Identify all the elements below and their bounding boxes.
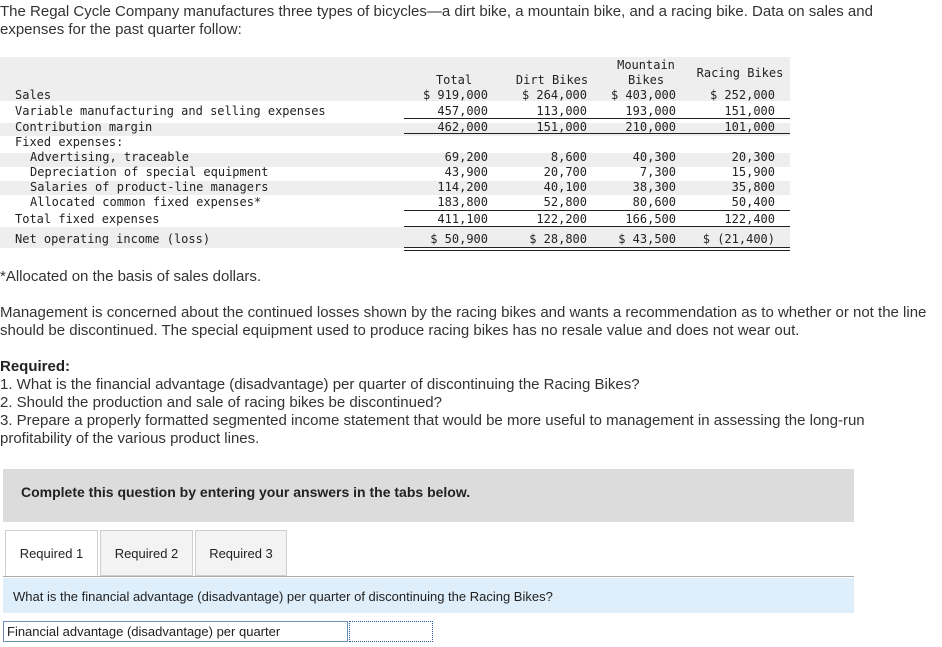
tab-divider: [3, 576, 854, 577]
header-racing-bikes: Racing Bikes: [696, 66, 784, 80]
header-mountain-bikes-line1: Mountain: [617, 58, 675, 72]
header-mountain-bikes-line2: Bikes: [627, 73, 665, 87]
required-item-3: 3. Prepare a properly formatted segmented income statement that would be more useful to management in assessing the long-run profitability of the various product lines.: [0, 412, 865, 447]
row-label-net-operating-income: Net operating income (loss): [15, 232, 211, 246]
cell-racing-depreciation: 15,900: [731, 165, 775, 179]
cell-total-noi: $ 50,900: [430, 232, 488, 246]
cell-racing-variable: 151,000: [724, 104, 775, 118]
cell-total-salaries: 114,200: [437, 180, 488, 194]
cell-total-variable: 457,000: [437, 104, 488, 118]
subtotal-rule: [404, 118, 790, 119]
cell-total-cm: 462,000: [437, 120, 488, 134]
cell-total-advertising: 69,200: [444, 150, 488, 164]
cell-mountain-sales: $ 403,000: [610, 88, 676, 102]
intro-text: The Regal Cycle Company manufactures three types of bicycles—a dirt bike, a mountain bike, and a racing bike. Data on sales and expenses for the past quarter follow:: [0, 3, 873, 38]
question-banner: [3, 578, 854, 613]
cell-dirt-salaries: 40,100: [543, 180, 587, 194]
cell-racing-advertising: 20,300: [731, 150, 775, 164]
cell-racing-fixed: 122,400: [724, 212, 775, 226]
row-label-contribution-margin: Contribution margin: [15, 120, 153, 134]
total-double-rule: [404, 247, 790, 251]
row-label-variable-expenses: Variable manufacturing and selling expenses: [15, 104, 326, 118]
cell-dirt-fixed: 122,200: [536, 212, 587, 226]
row-label-total-fixed: Total fixed expenses: [15, 212, 160, 226]
cell-mountain-depreciation: 7,300: [639, 165, 676, 179]
cell-dirt-variable: 113,000: [536, 104, 587, 118]
required-item-2: 2. Should the production and sale of racing bikes be discontinued?: [0, 394, 442, 411]
instructions-banner: [3, 469, 854, 522]
management-text: Management is concerned about the continued losses shown by the racing bikes and wants a recommendation as to whether or not the line should be discontinued. The special equipment used to produce racing bikes has no resale value and does not wear out.: [0, 304, 927, 339]
cell-total-fixed: 411,100: [437, 212, 488, 226]
cell-dirt-noi: $ 28,800: [529, 232, 587, 246]
row-label-sales: Sales: [15, 88, 52, 102]
cell-racing-noi: $ (21,400): [702, 232, 775, 246]
row-label-advertising: Advertising, traceable: [30, 150, 189, 164]
header-dirt-bikes: Dirt Bikes: [515, 73, 589, 87]
cell-dirt-allocated: 52,800: [543, 195, 587, 209]
cell-dirt-cm: 151,000: [536, 120, 587, 134]
row-label-fixed-expenses: Fixed expenses:: [15, 135, 124, 149]
tab-required-3[interactable]: Required 3: [195, 530, 287, 576]
cell-racing-sales: $ 252,000: [709, 88, 775, 102]
header-total: Total: [435, 73, 473, 87]
cell-total-allocated: 183,800: [437, 195, 488, 209]
row-label-salaries: Salaries of product-line managers: [30, 180, 269, 194]
subtotal-rule: [404, 210, 790, 211]
cell-total-depreciation: 43,900: [444, 165, 488, 179]
cell-mountain-cm: 210,000: [625, 120, 676, 134]
cell-racing-salaries: 35,800: [731, 180, 775, 194]
cell-mountain-advertising: 40,300: [632, 150, 676, 164]
footnote: *Allocated on the basis of sales dollars.: [0, 268, 261, 285]
row-label-allocated-common: Allocated common fixed expenses*: [30, 195, 262, 209]
answer-label: Financial advantage (disadvantage) per quarter: [3, 621, 348, 642]
required-item-1: 1. What is the financial advantage (disadvantage) per quarter of discontinuing the Racing Bikes?: [0, 376, 640, 393]
question-text: What is the financial advantage (disadvantage) per quarter of discontinuing the Racing Bikes?: [13, 589, 553, 604]
instructions-text: Complete this question by entering your answers in the tabs below.: [21, 484, 471, 500]
subtotal-rule: [404, 133, 790, 134]
subtotal-rule: [404, 226, 790, 227]
income-statement-table: [0, 57, 790, 248]
cell-dirt-sales: $ 264,000: [521, 88, 587, 102]
cell-racing-allocated: 50,400: [731, 195, 775, 209]
cell-mountain-noi: $ 43,500: [618, 232, 676, 246]
financial-advantage-input[interactable]: [349, 621, 433, 642]
row-label-depreciation: Depreciation of special equipment: [30, 165, 269, 179]
cell-mountain-allocated: 80,600: [632, 195, 676, 209]
cell-mountain-fixed: 166,500: [625, 212, 676, 226]
tab-required-1[interactable]: Required 1: [5, 530, 98, 576]
cell-mountain-salaries: 38,300: [632, 180, 676, 194]
cell-dirt-depreciation: 20,700: [543, 165, 587, 179]
cell-mountain-variable: 193,000: [625, 104, 676, 118]
required-heading: Required:: [0, 358, 71, 375]
cell-total-sales: $ 919,000: [422, 88, 488, 102]
cell-racing-cm: 101,000: [724, 120, 775, 134]
tab-required-2[interactable]: Required 2: [100, 530, 193, 576]
cell-dirt-advertising: 8,600: [550, 150, 587, 164]
